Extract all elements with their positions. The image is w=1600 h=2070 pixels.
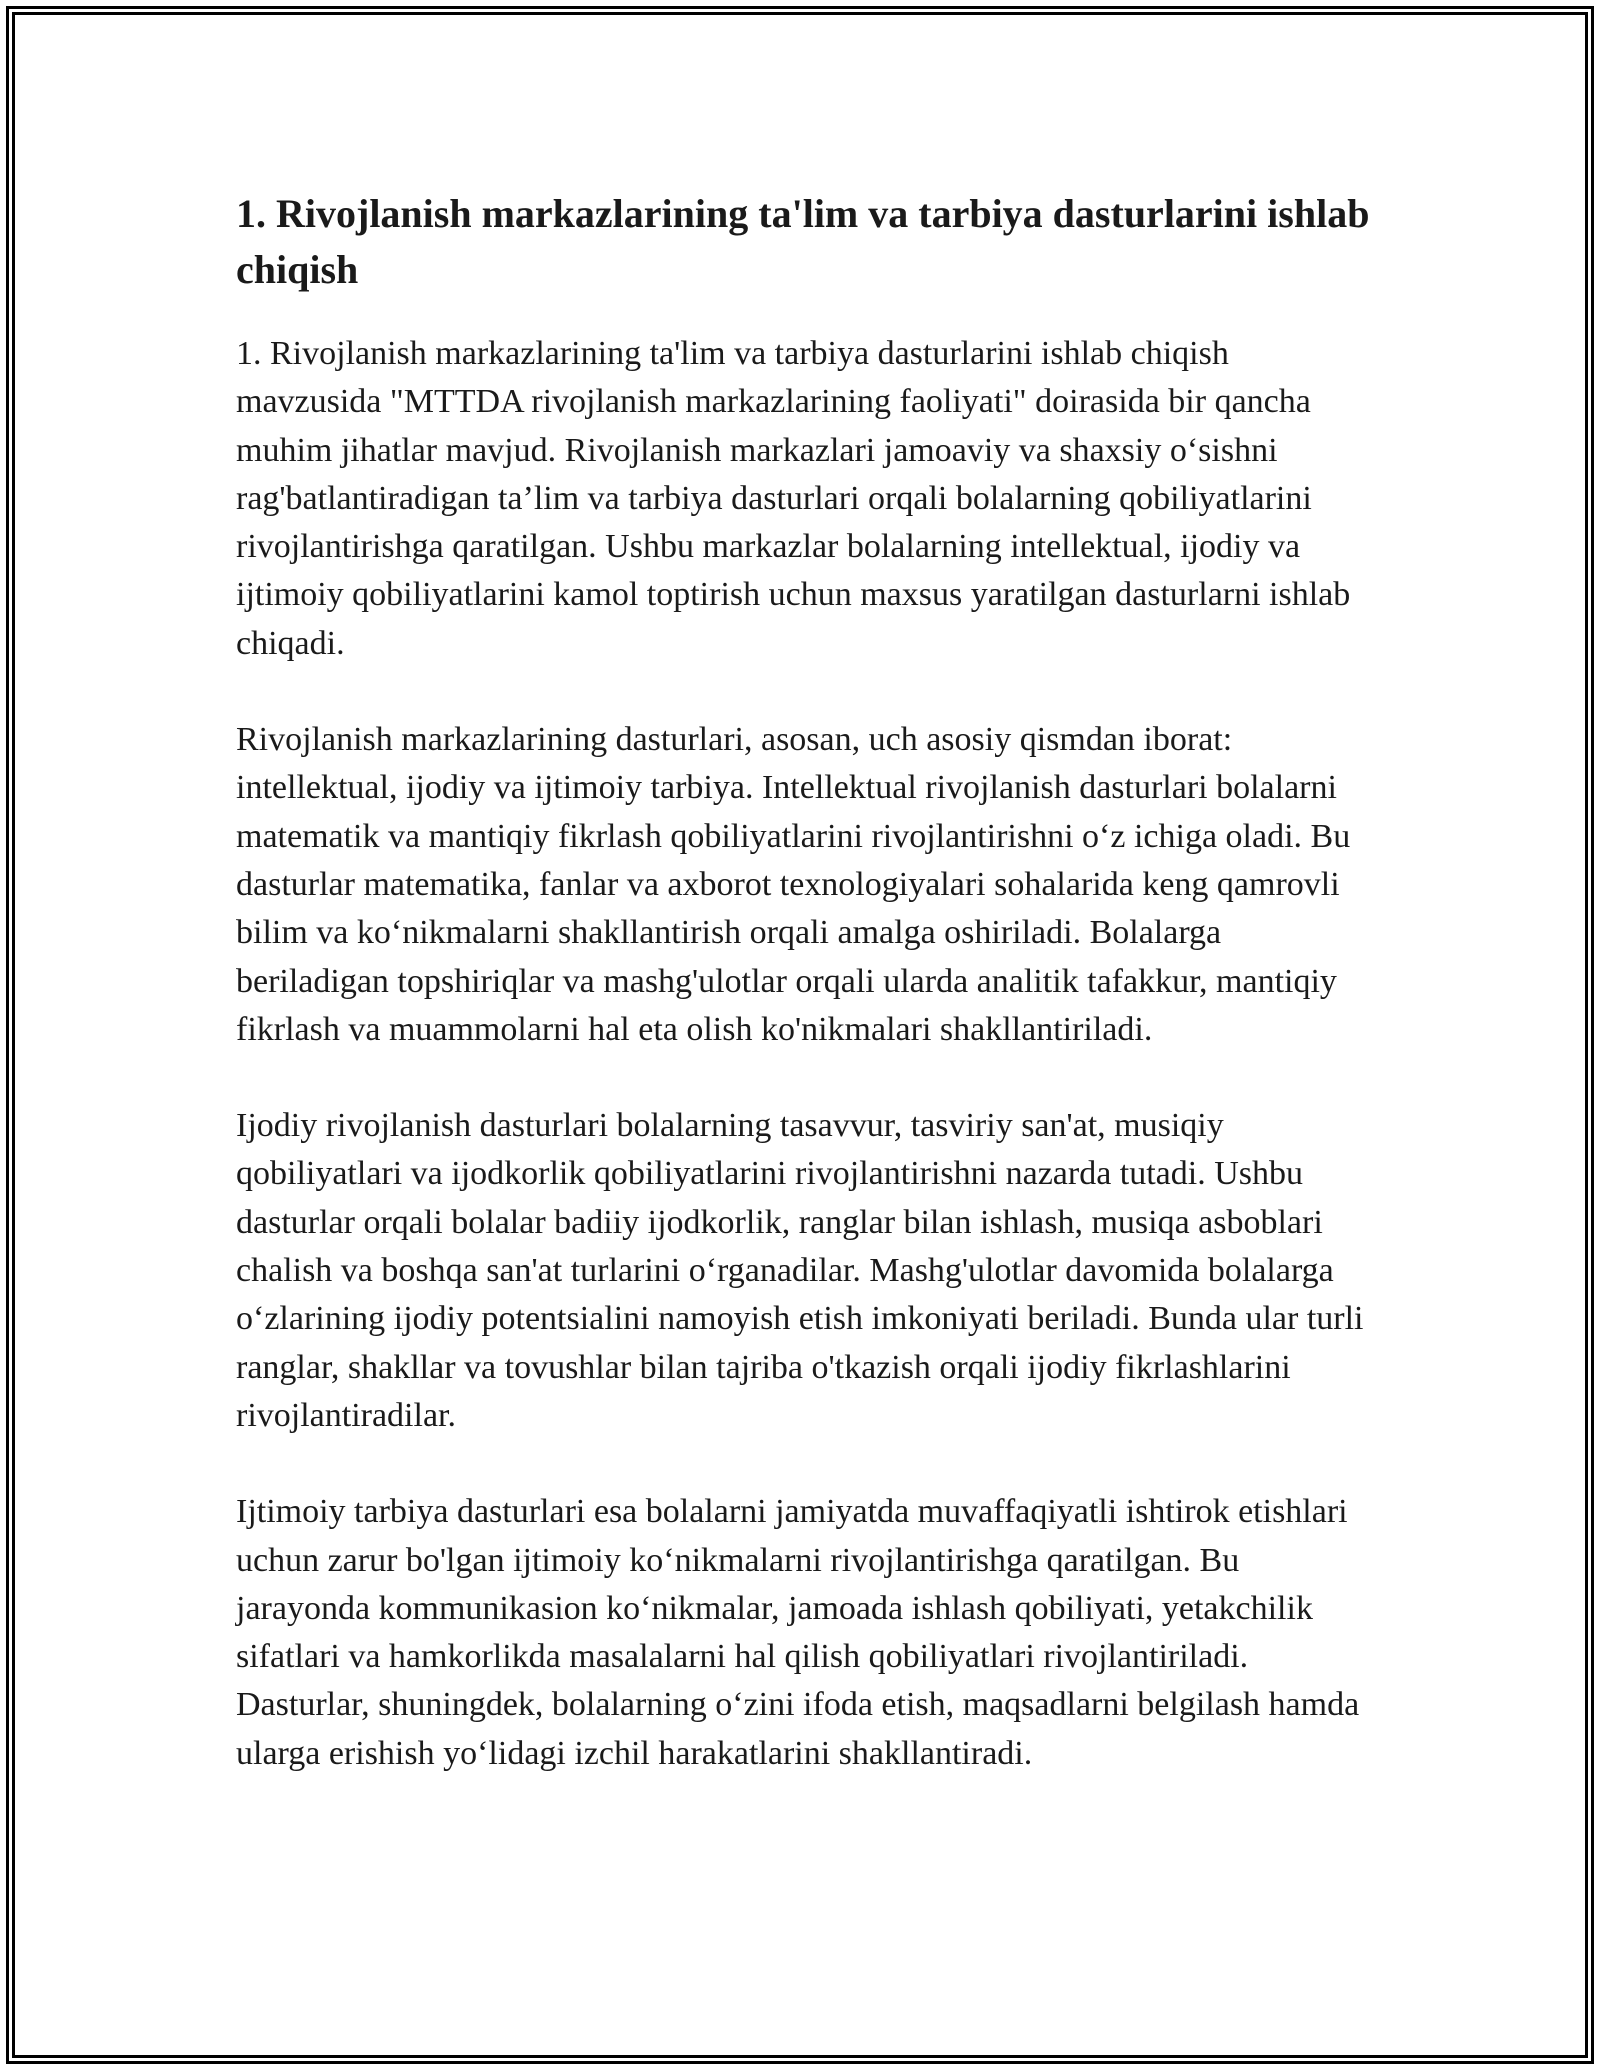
page-title: 1. Rivojlanish markazlarining ta'lim va tarbiya dasturlarini ishlab chiqish — [236, 191, 1370, 292]
paragraph-intro: 1. Rivojlanish markazlarining ta'lim va tarbiya dasturlarini ishlab chiqish mavzusida "MTTDA rivojlanish markazlarining faoliyati" doirasida bir qancha muhim jihatlar mavjud. Rivojlanish markazlari jamoaviy va shaxsiy o‘sishni rag'batlantiradigan ta’lim va tarbiya dasturlari orqali bolalarning qobiliyatlarini rivojlantirishga qaratilgan. Ushbu markazlar bolalarning intellektual, ijodiy va ijtimoiy qobiliyatlarini kamol toptirish uchun maxsus yaratilgan dasturlarni ishlab chiqadi. — [236, 335, 1351, 662]
paragraph-intellectual: Rivojlanish markazlarining dasturlari, asosan, uch asosiy qismdan iborat: intellektual, ijodiy va ijtimoiy tarbiya. Intellektual rivojlanish dasturlari bolalarni matematik va mantiqiy fikrlash qobiliyatlarini rivojlantirishni o‘z ichiga oladi. Bu dasturlar matematika, fanlar va axborot texnologiyalari sohalarida keng qamrovli bilim va ko‘nikmalarni shakllantirish orqali amalga oshiriladi. Bolalarga beriladigan topshiriqlar va mashg'ulotlar orqali ularda analitik tafakkur, mantiqiy fikrlash va muammolarni hal eta olish ko'nikmalari shakllantiriladi. — [236, 721, 1351, 1048]
paragraph-social: Ijtimoiy tarbiya dasturlari esa bolalarni jamiyatda muvaffaqiyatli ishtirok etishlari uchun zarur bo'lgan ijtimoiy ko‘nikmalarni rivojlantirishga qaratilgan. Bu jarayonda kommunikasion ko‘nikmalar, jamoada ishlash qobiliyati, yetakchilik sifatlari va hamkorlikda masalalarni hal qilish qobiliyatlari rivojlantiriladi. Dasturlar, shuningdek, bolalarning o‘zini ifoda etish, maqsadlarni belgilash hamda ularga erishish yo‘lidagi izchil harakatlarini shakllantiradi. — [236, 1493, 1360, 1772]
paragraph-creative: Ijodiy rivojlanish dasturlari bolalarning tasavvur, tasviriy san'at, musiqiy qobiliyatlari va ijodkorlik qobiliyatlarini rivojlantirishni nazarda tutadi. Ushbu dasturlar orqali bolalar badiiy ijodkorlik, ranglar bilan ishlash, musiqa asboblari chalish va boshqa san'at turlarini o‘rganadilar. Mashg'ulotlar davomida bolalarga o‘zlarining ijodiy potentsialini namoyish etish imkoniyati beriladi. Bunda ular turli ranglar, shakllar va tovushlar bilan tajriba o'tkazish orqali ijodiy fikrlashlarini rivojlantiradilar. — [236, 1107, 1364, 1434]
document-body — [236, 186, 1376, 1826]
